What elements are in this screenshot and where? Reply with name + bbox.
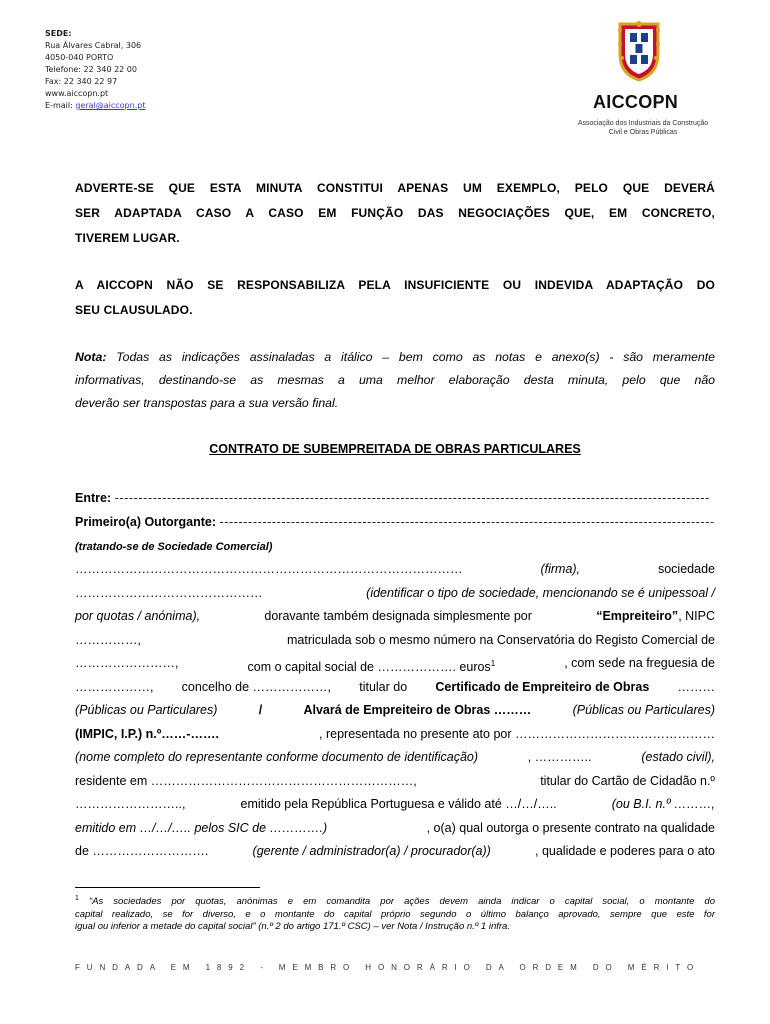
hint-tipo-sociedade: (identificar o tipo de sociedade, mencionando se é unipessoal / [366,585,715,600]
contact-block [45,28,145,112]
certificado-term: Certificado de Empreiteiro de Obras [435,679,650,694]
entre-line [75,491,715,505]
contact-label: SEDE: [45,29,72,38]
hint-firma: (firma), [540,562,581,576]
slash: / [258,703,263,717]
footnote-text: “As sociedades por quotas, anónimas e em comandita por ações devem ainda indicar o capital social, o montante do [88,896,715,908]
body-text: , com sede na freguesia de [564,656,715,670]
nota-text-1: Todas as indicações assinaladas a itálico – bem como as notas e anexo(s) - são meramente [116,350,715,364]
hint-sic: emitido em …/…/….. pelos SIC de ………….) [75,820,328,835]
warning-line: SER ADAPTADA CASO A CASO EM FUNÇÃO DAS NEGOCIAÇÕES QUE, EM CONCRETO, [75,206,715,220]
body-text: titular do [359,679,408,694]
body-line [75,558,715,582]
hint-gerente: (gerente / administrador(a) / procurador(a)) [252,844,491,858]
capital-social [248,652,496,676]
nota-line-1 [75,346,715,369]
footnote-line-2: capital realizado, se for diverso, e o montante do capital próprio segundo o último balanço aprovado, sempre que este for [75,908,715,920]
placeholder: …………………….., [75,797,186,811]
footnote [75,893,715,934]
hint-publicas: (Públicas ou Particulares) [75,703,218,717]
warning-line: ADVERTE-SE QUE ESTA MINUTA CONSTITUI APENAS UM EXEMPLO, PELO QUE DEVERÁ [75,181,715,195]
empreiteiro-term [596,605,715,629]
body-text: residente em ………………………………………………………, [75,773,417,788]
footnote-marker: 1 [75,895,79,902]
placeholder: de ………………………. [75,844,209,858]
hint-quotas: por quotas / anónima), [75,609,201,623]
page-footer: FUNDADA EM 1892 - MEMBRO HONORÁRIO DA ORDEM DO MÉRITO [75,963,701,972]
primeiro-outorgante-label: Primeiro(a) Outorgante: [75,515,216,529]
fax: Fax: 22 340 22 97 [45,77,118,86]
primeiro-outorgante-line [75,515,715,529]
body-text: doravante também designada simplesmente por [264,609,532,623]
warning-paragraph-2 [75,273,715,323]
placeholder: , ………….. [527,750,592,764]
nota-line-2: informativas, destinando-se as mesmas a uma melhor elaboração desta minuta, pelo que não [75,373,715,387]
body-text: matriculada sob o mesmo número na Conservatória do Registo Comercial de [287,632,715,647]
body-line [75,770,715,794]
body-text: com o capital social de ………………. euros [247,660,491,675]
placeholder: ……………………………………… [75,585,266,600]
body-text: , qualidade e poderes para o ato [535,844,715,858]
hint-publicas: (Públicas ou Particulares) [572,703,715,717]
logo-subtitle-2: Civil e Obras Públicas [608,129,678,136]
contract-body [75,558,715,864]
body-line [75,817,715,841]
body-line [75,605,715,629]
footnote-line-3: igual ou inferior a metade do capital social” (n.º 2 do artigo 171.º CSC) – ver Nota / Instrução n.º 1 infra. [75,921,510,933]
body-line [75,840,715,864]
address-line-2: 4050-040 PORTO [45,53,114,62]
placeholder-firma: ………………………………………………………………………………… [75,562,463,576]
email-label: E-mail: [45,101,76,110]
placeholder: ……………………, [75,656,179,670]
hint-bi: (ou B.I. n.º ………, [611,797,715,811]
email-link[interactable]: geral@aiccopn.pt [75,101,146,110]
placeholder: ………………, [75,679,154,694]
logo-name: AICCOPN [593,92,679,112]
address-line-1: Rua Álvares Cabral, 306 [45,41,142,50]
body-text: , NIPC [678,609,715,623]
warning-line: TIVEREM LUGAR. [75,231,180,245]
warning-line: A AICCOPN NÃO SE RESPONSABILIZA PELA INSUFICIENTE OU INDEVIDA ADAPTAÇÃO DO [75,278,715,292]
footnote-line-1 [75,893,715,909]
body-line [75,746,715,770]
phone: Telefone: 22 340 22 00 [45,65,137,74]
contract-title: CONTRATO DE SUBEMPREITADA DE OBRAS PARTICULARES [209,442,581,456]
body-line [75,793,715,817]
email-line [45,100,145,112]
logo-subtitle-1: Associação dos Industriais da Construção [577,120,709,127]
empreiteiro-bold: “Empreiteiro” [596,609,679,623]
body-line [75,723,715,747]
coat-of-arms-icon [616,20,662,82]
body-text: sociedade [657,562,715,576]
warning-line: SEU CLAUSULADO. [75,303,193,317]
aiccopn-logo [563,20,723,140]
primeiro-dashes: -------------------------------------------------------------------------------------------------------- [219,515,715,529]
body-text: , representada no presente ato por ………………………………………… [319,726,715,741]
alvara-term: Alvará de Empreiteiro de Obras ……… [303,703,532,717]
nota-line-3: deverão ser transpostas para a sua versão final. [75,396,339,410]
footnote-ref[interactable]: 1 [490,659,496,668]
website: www.aiccopn.pt [45,89,109,98]
body-line [75,699,715,723]
sociedade-comercial-note: (tratando-se de Sociedade Comercial) [75,541,273,553]
body-line [75,582,715,606]
body-line [75,652,715,676]
footnote-divider [75,887,260,888]
impic-term: (IMPIC, I.P.) n.º……-……. [75,726,219,741]
hint-nome: (nome completo do representante conforme documento de identificação) [75,750,479,764]
entre-label: Entre: [75,491,112,505]
nota-paragraph [75,346,715,415]
hint-estado-civil: (estado civil), [641,750,715,764]
placeholder: ……………, [75,632,141,647]
warning-paragraph-1 [75,176,715,251]
body-text: , o(a) qual outorga o presente contrato na qualidade [426,820,715,835]
body-text: emitido pela República Portuguesa e válido até …/…/….. [240,797,557,811]
placeholder: ……… [677,679,715,694]
nota-label: Nota: [75,350,107,364]
body-text: titular do Cartão de Cidadão n.º [540,773,715,788]
body-line [75,676,715,700]
entre-dashes: ----------------------------------------------------------------------------------------------------------------------------- [114,491,710,505]
body-line [75,629,715,653]
body-text: concelho de ………………, [181,679,332,694]
